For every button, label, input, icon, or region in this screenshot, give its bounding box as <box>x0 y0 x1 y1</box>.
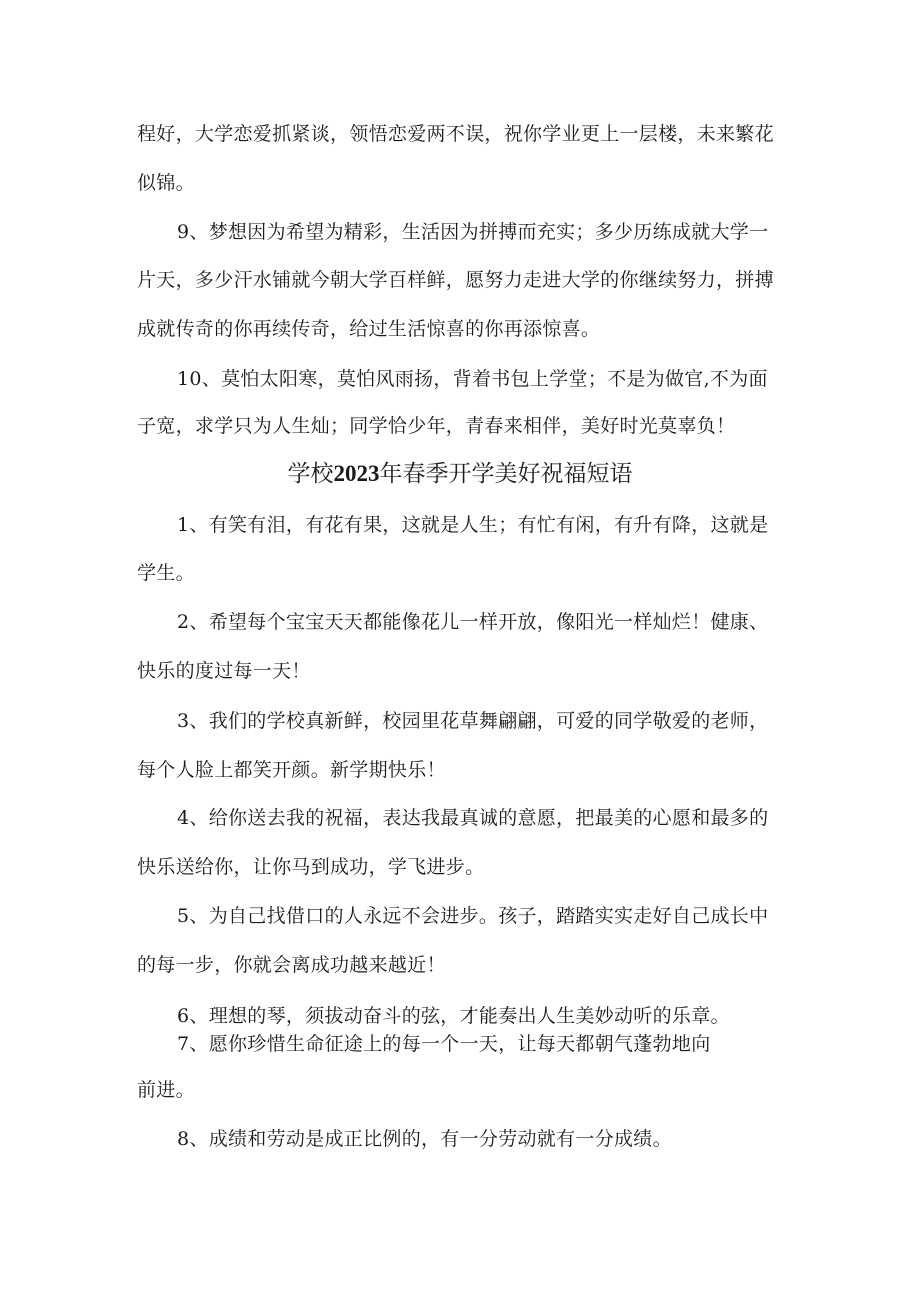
paragraph-line: 2、希望每个宝宝天天都能像花儿一样开放，像阳光一样灿烂！健康、 <box>177 611 769 633</box>
title-prefix: 学校 <box>287 461 334 487</box>
paragraph-line: 1、有笑有泪，有花有果，这就是人生；有忙有闲，有升有降，这就是 <box>177 514 769 536</box>
title-suffix: 年春季开学美好祝福短语 <box>379 461 633 487</box>
paragraph-line: 9、梦想因为希望为精彩，生活因为拼搏而充实；多少历练成就大学一 <box>177 221 769 243</box>
paragraph-line: 成就传奇的你再续传奇，给过生活惊喜的你再添惊喜。 <box>137 318 601 340</box>
paragraph-line: 4、给你送去我的祝福，表达我最真诚的意愿，把最美的心愿和最多的 <box>177 807 769 829</box>
paragraph-line: 前进。 <box>137 1079 195 1101</box>
paragraph-line: 3、我们的学校真新鲜，校园里花草舞翩翩，可爱的同学敬爱的老师， <box>177 710 769 732</box>
paragraph-line: 的每一步，你就会离成功越来越近！ <box>137 954 446 976</box>
paragraph-line: 程好，大学恋爱抓紧谈，领悟恋爱两不误，祝你学业更上一层楼，未来繁花 <box>137 123 774 145</box>
paragraph-line: 似锦。 <box>137 172 195 194</box>
title-year: 2023 <box>333 461 380 486</box>
paragraph-line: 10、莫怕太阳寒，莫怕风雨扬，背着书包上学堂；不是为做官,不为面 <box>177 368 768 390</box>
paragraph-line: 7、愿你珍惜生命征途上的每一个一天，让每天都朝气蓬勃地向 <box>177 1033 711 1055</box>
paragraph-line: 学生。 <box>137 562 195 584</box>
paragraph-line: 子宽，求学只为人生灿；同学恰少年，青春来相伴，美好时光莫辜负！ <box>137 415 736 437</box>
paragraph-line: 快乐送给你，让你马到成功，学飞进步。 <box>137 856 485 878</box>
paragraph-line: 5、为自己找借口的人永远不会进步。孩子，踏踏实实走好自己成长中 <box>177 905 769 927</box>
paragraph-line: 每个人脸上都笑开颜。新学期快乐！ <box>137 759 446 781</box>
paragraph-line: 8、成绩和劳动是成正比例的，有一分劳动就有一分成绩。 <box>177 1128 672 1150</box>
paragraph-line: 快乐的度过每一天！ <box>137 660 311 682</box>
section-title <box>0 459 920 489</box>
paragraph-line: 片天，多少汗水铺就今朝大学百样鲜，愿努力走进大学的你继续努力，拼搏 <box>137 269 774 291</box>
paragraph-line: 6、理想的琴，须拔动奋斗的弦，才能奏出人生美妙动听的乐章。 <box>177 1005 730 1027</box>
